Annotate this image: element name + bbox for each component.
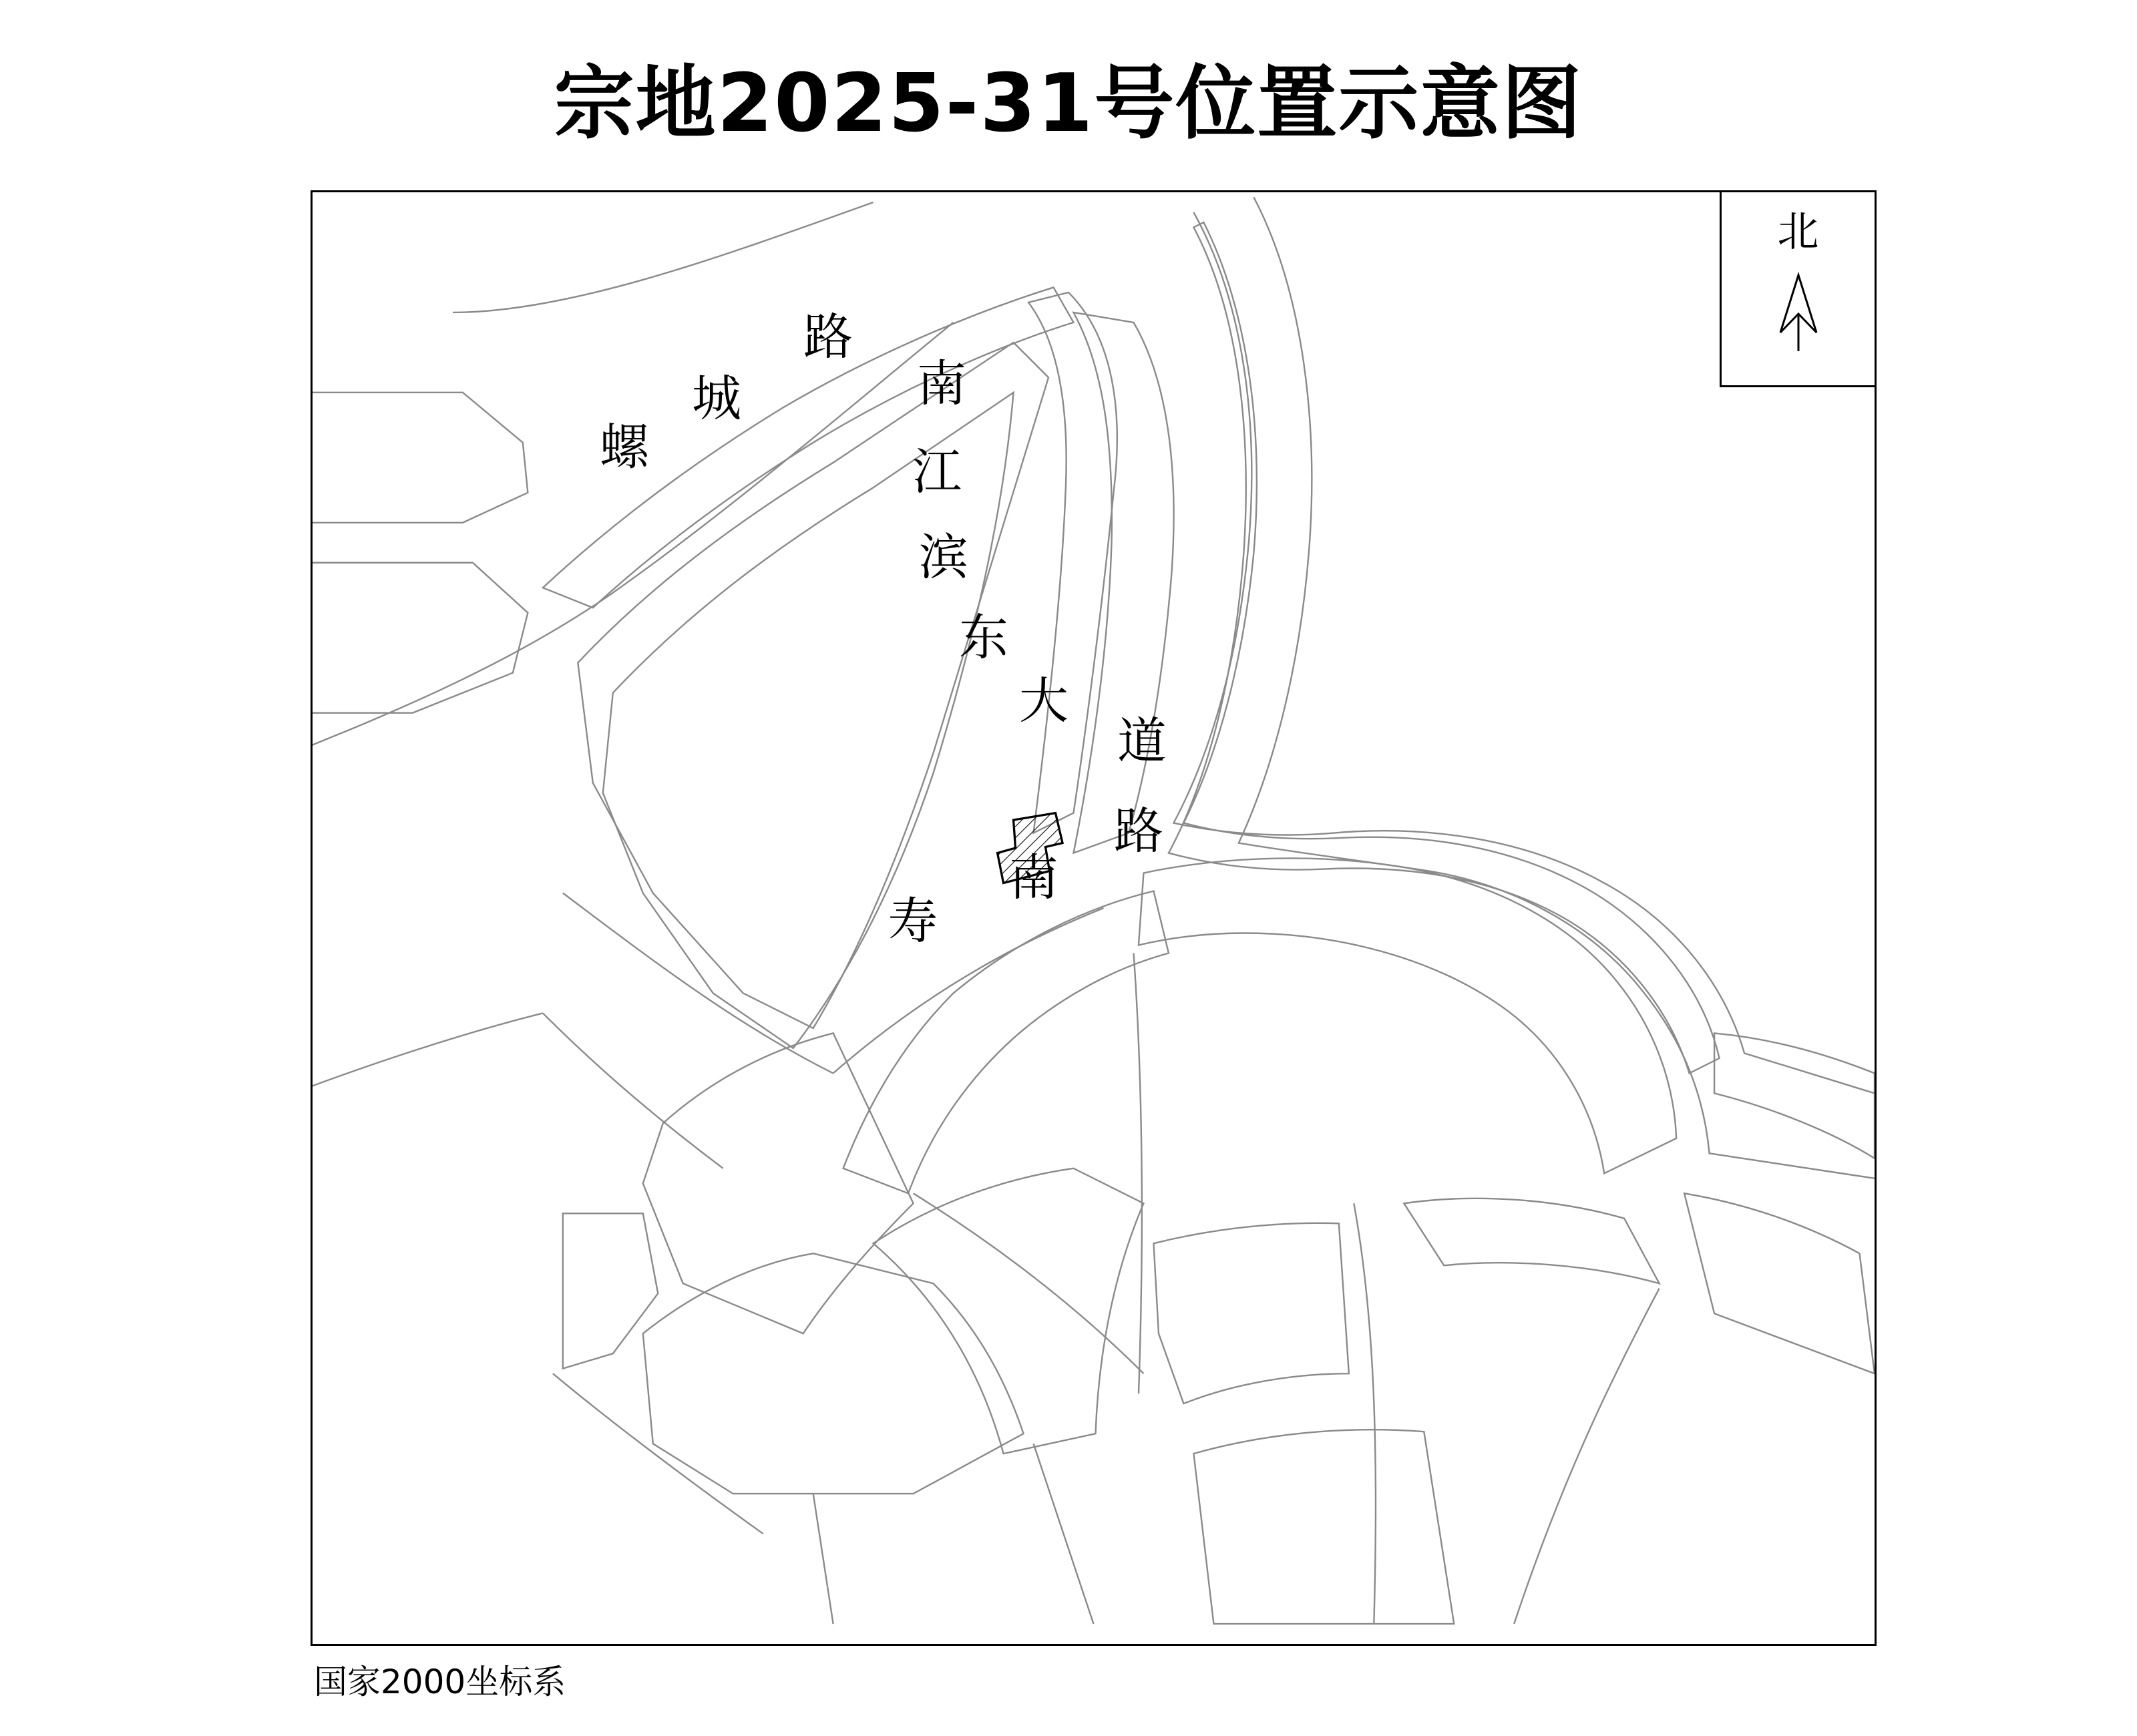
map-drawing [313,192,1875,1644]
road-label-da: 大 [1019,672,1068,730]
road-label-lu-2: 路 [1114,803,1163,860]
road-label-cheng: 城 [692,370,741,427]
road-label-shou: 寿 [888,893,938,950]
page-title: 宗地2025-31号位置示意图 [554,57,1583,150]
road-label-nan-1: 南 [917,355,966,413]
north-label: 北 [1777,207,1819,256]
road-label-dong: 东 [959,609,1008,666]
map-frame[interactable] [311,190,1877,1646]
map-block-outlines [313,197,1875,1624]
road-label-nan-2: 南 [1009,849,1058,907]
north-arrow-box [1720,192,1875,387]
road-label-bin: 滨 [919,529,968,586]
road-label-lu-1: 路 [803,308,853,366]
road-label-luo: 螺 [600,419,649,476]
coordinate-system-note: 国家2000坐标系 [314,1663,566,1701]
road-label-jiang: 江 [912,443,962,501]
north-arrow-icon [1722,271,1875,361]
road-label-dao: 道 [1117,712,1167,770]
